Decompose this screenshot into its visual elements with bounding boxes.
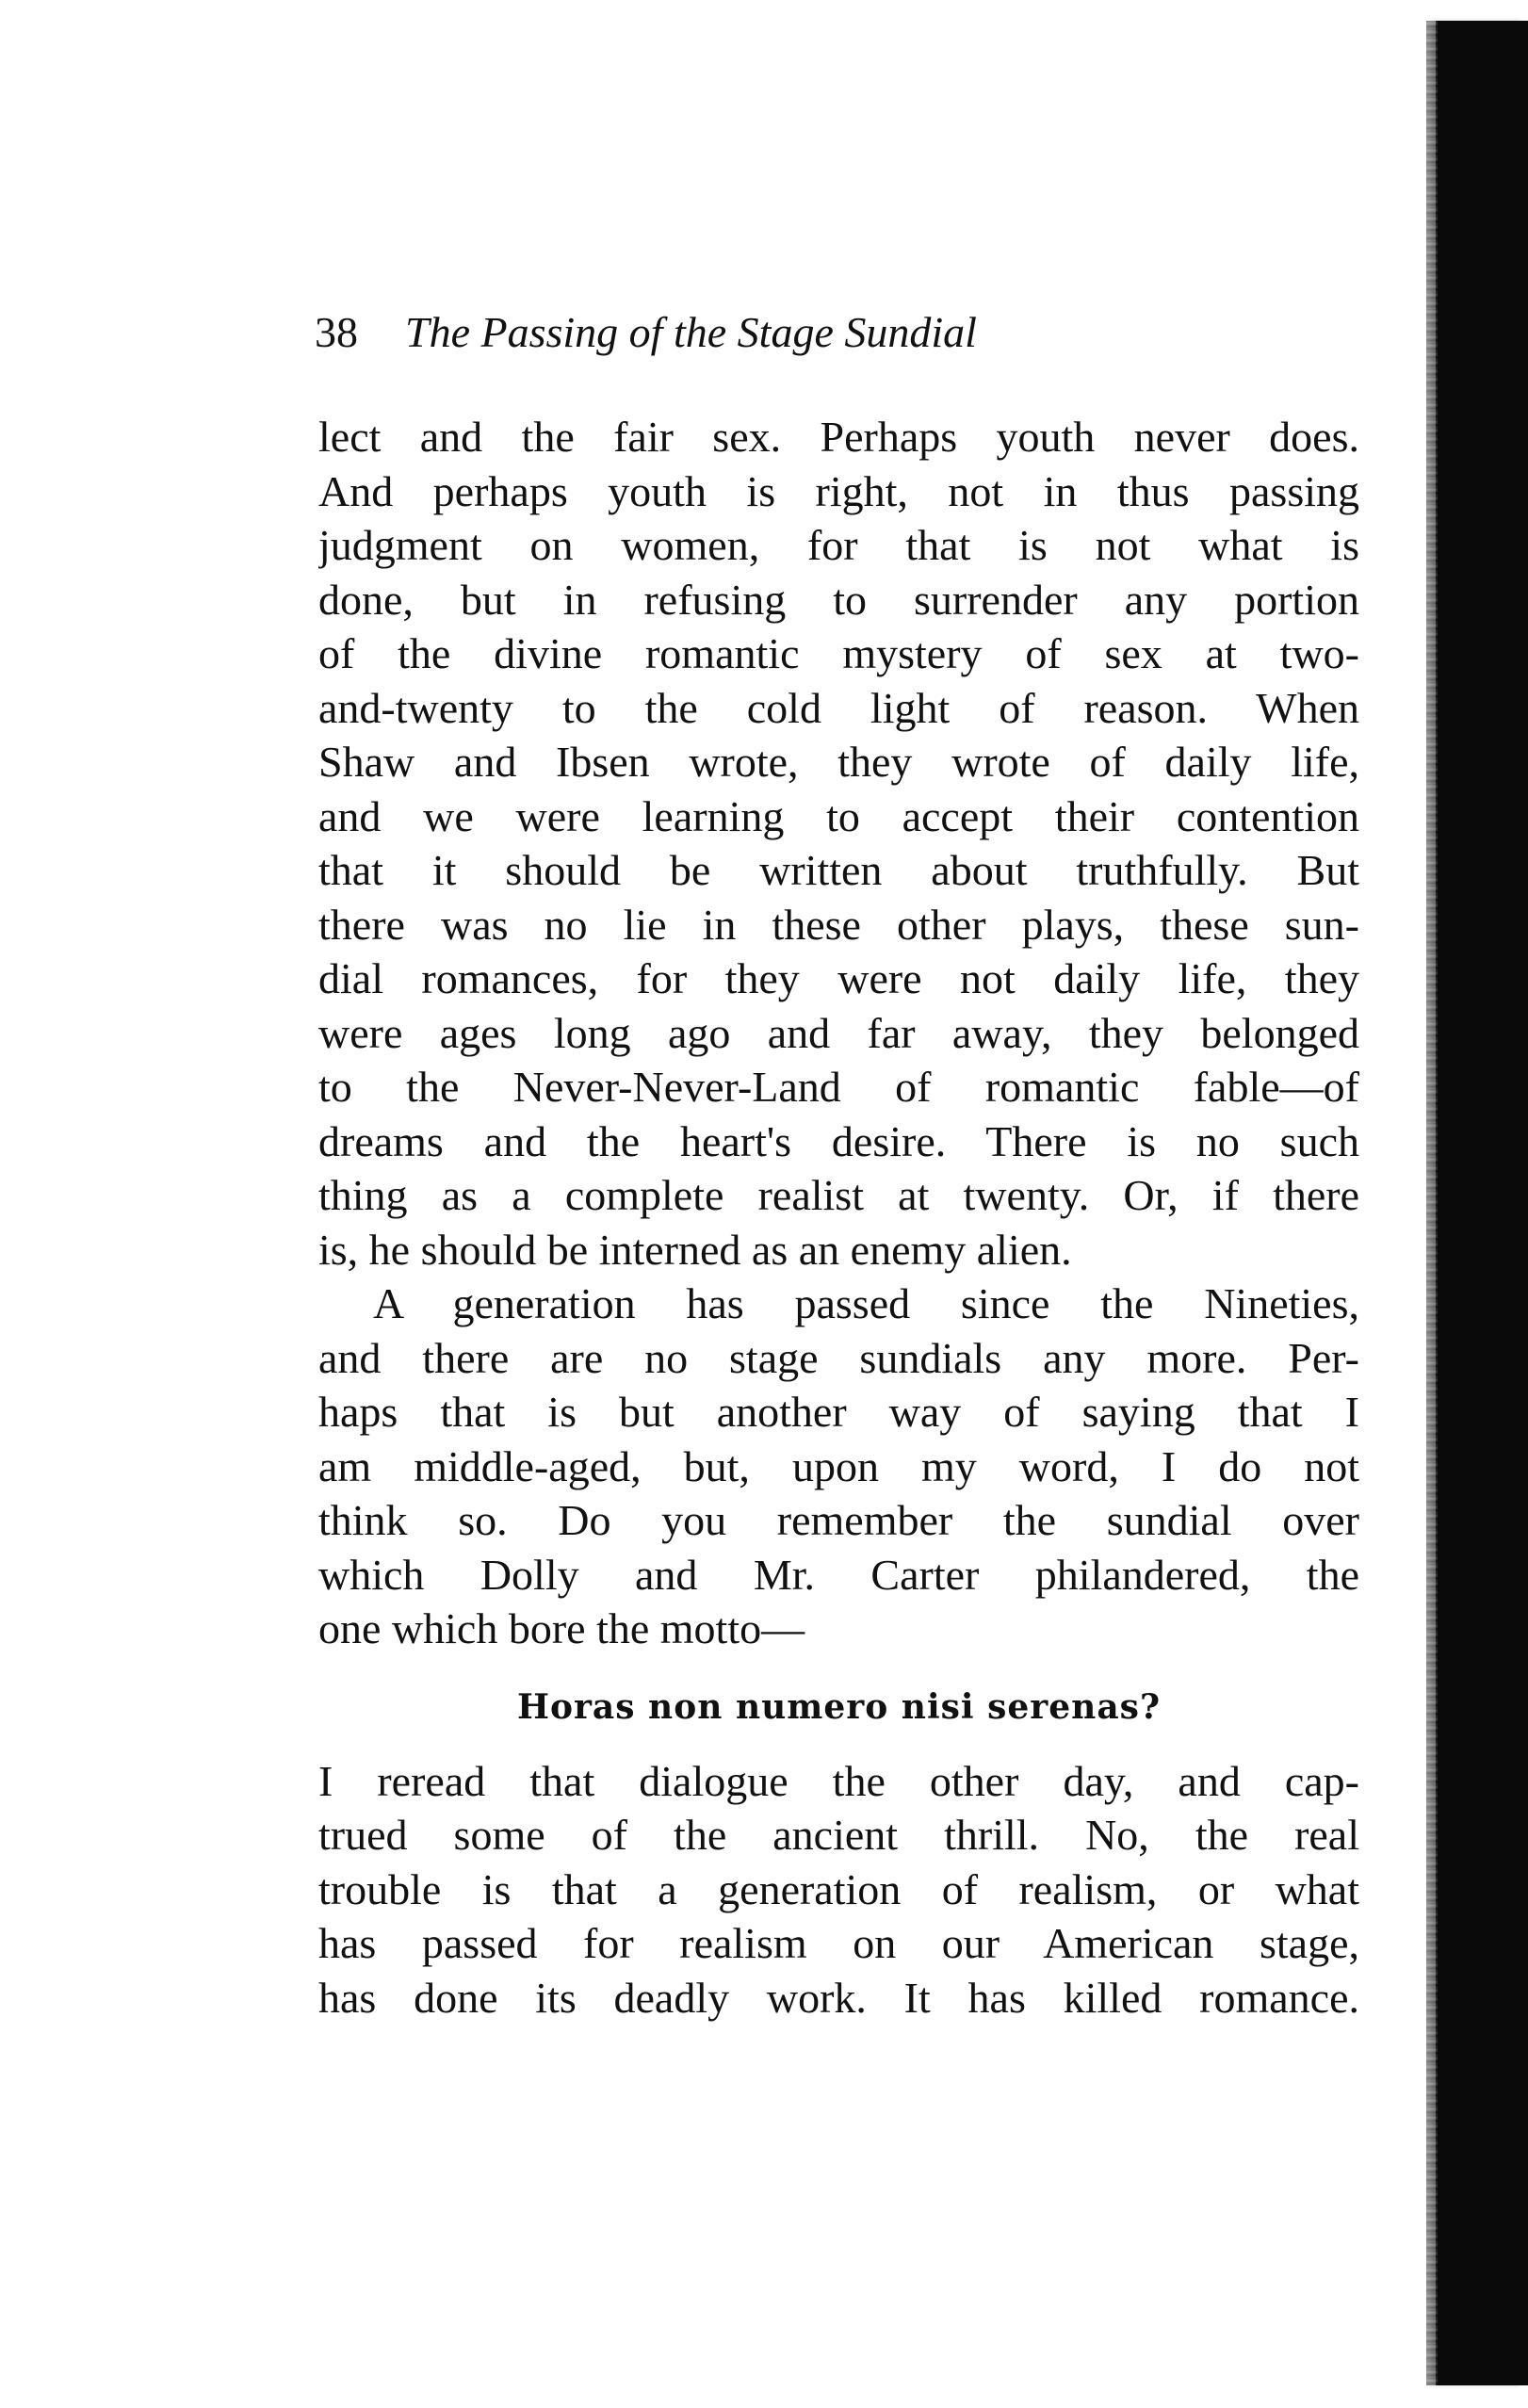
text-line: were ages long ago and far away, they belonged	[318, 1008, 1359, 1057]
paragraph-1	[318, 410, 1359, 1277]
sundial-motto: Horas non numero nisi serenas?	[516, 1686, 1162, 1727]
text-line: has passed for realism on our American stage,	[318, 1919, 1359, 1967]
text-line: and there are no stage sundials any more. Per-	[318, 1333, 1359, 1382]
text-line: of the divine romantic mystery of sex at two-	[318, 629, 1359, 677]
text-line: there was no lie in these other plays, these sun-	[318, 900, 1359, 949]
text-line: that it should be written about truthfully. But	[318, 846, 1359, 894]
text-line: And perhaps youth is right, not in thus passing	[318, 466, 1359, 515]
text-line: to the Never-Never-Land of romantic fable—of	[318, 1063, 1359, 1111]
text-line: think so. Do you remember the sundial over	[318, 1496, 1359, 1544]
book-page-edge	[1436, 21, 1528, 2385]
running-head	[315, 300, 1360, 366]
paragraph-3	[318, 1754, 1359, 2026]
text-line: one which bore the motto—	[318, 1604, 805, 1652]
text-line: has done its deadly work. It has killed romance.	[318, 1973, 1359, 2022]
page-number: 38	[315, 308, 358, 356]
paragraph-2	[318, 1277, 1359, 1656]
text-line: trouble is that a generation of realism, or what	[318, 1864, 1359, 1913]
text-line: am middle-aged, but, upon my word, I do not	[318, 1441, 1359, 1490]
text-line: judgment on women, for that is not what is	[318, 521, 1359, 569]
text-line: is, he should be interned as an enemy alien.	[318, 1225, 1072, 1274]
body-text	[318, 410, 1359, 2025]
text-line: and-twenty to the cold light of reason. When	[318, 683, 1359, 732]
text-line: A generation has passed since the Nineties,	[373, 1279, 1359, 1327]
running-title: The Passing of the Stage Sundial	[405, 308, 977, 356]
text-line: trued some of the ancient thrill. No, the real	[318, 1811, 1359, 1859]
text-line: and we were learning to accept their contention	[318, 791, 1359, 840]
text-line: dreams and the heart's desire. There is no such	[318, 1116, 1359, 1165]
text-line: I reread that dialogue the other day, and cap-	[318, 1756, 1359, 1805]
text-line: thing as a complete realist at twenty. Or, if there	[318, 1171, 1359, 1219]
text-line: which Dolly and Mr. Carter philandered, the	[318, 1550, 1359, 1599]
text-line: haps that is but another way of saying that I	[318, 1388, 1359, 1436]
text-line: lect and the fair sex. Perhaps youth never does.	[318, 413, 1359, 461]
text-line: dial romances, for they were not daily life, they	[318, 954, 1359, 1002]
text-line: Shaw and Ibsen wrote, they wrote of daily life,	[318, 738, 1359, 786]
text-line: done, but in refusing to surrender any portion	[318, 575, 1359, 624]
